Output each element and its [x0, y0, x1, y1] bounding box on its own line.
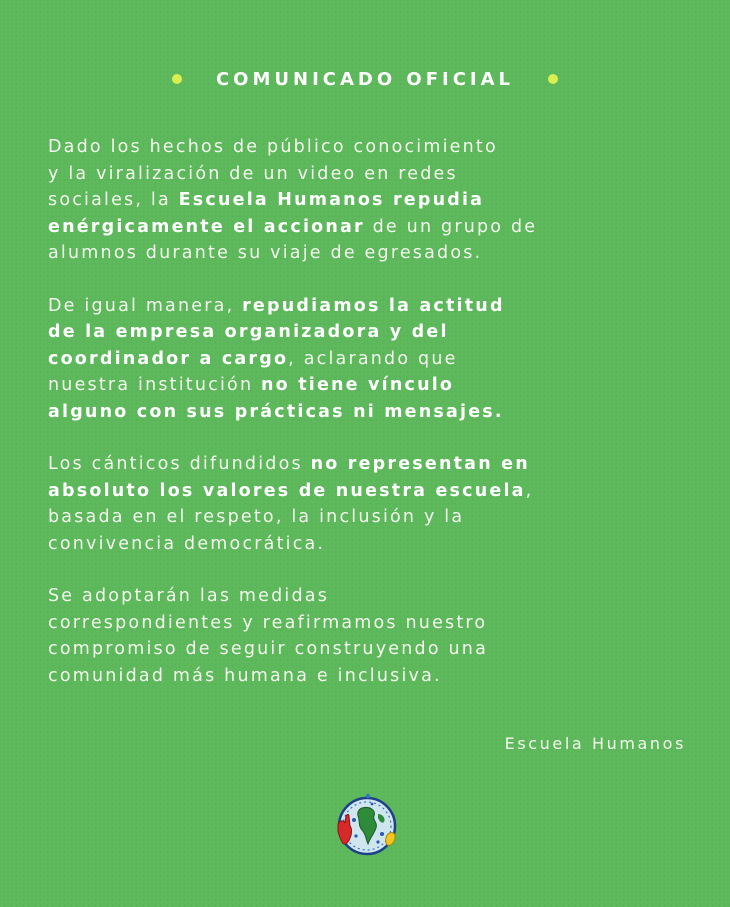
statement-body — [48, 134, 708, 715]
text-segment: Los cánticos difundidos — [48, 454, 311, 474]
text-segment: , — [525, 480, 534, 501]
bold-text-segment: coordinador a cargo — [48, 348, 289, 369]
signature: Escuela Humanos — [504, 734, 686, 753]
bold-text-segment: repudiamos la actitud — [242, 295, 505, 316]
bold-text-segment: Escuela Humanos repudia — [178, 190, 485, 210]
text-segment: De igual manera, — [48, 295, 243, 316]
statement-paragraph — [48, 134, 708, 267]
statement-paragraph — [48, 293, 708, 426]
bold-text-segment: de la empresa organizadora y del — [48, 322, 449, 342]
header — [0, 64, 730, 94]
bold-text-segment: no tiene vínculo — [261, 375, 455, 395]
statement-paragraph — [48, 583, 708, 689]
text-segment: correspondientes y reafirmamos nuestro — [48, 612, 488, 633]
text-segment: alumnos durante su viaje de egresados. — [48, 243, 483, 263]
bold-text-segment: no representan en — [310, 454, 530, 474]
statement-paragraph — [48, 451, 708, 557]
globe-hands-logo-icon — [332, 790, 402, 860]
text-segment: Dado los hechos de público conocimiento — [48, 137, 498, 157]
text-segment: , aclarando que — [288, 348, 458, 369]
bold-text-segment: alguno con sus prácticas ni mensajes. — [48, 401, 504, 422]
text-segment: de un grupo de — [364, 216, 538, 237]
text-segment: basada en el respeto, la inclusión y la — [48, 507, 465, 527]
text-segment: compromiso de seguir construyendo una — [48, 639, 489, 659]
text-segment: nuestra institución — [48, 375, 262, 395]
right-dot-icon — [548, 74, 558, 84]
bold-text-segment: enérgicamente el accionar — [48, 216, 365, 237]
page-title: COMUNICADO OFICIAL — [215, 68, 515, 90]
left-dot-icon — [172, 74, 182, 84]
bold-text-segment: absoluto los valores de nuestra escuela — [48, 480, 526, 501]
text-segment: sociales, la — [48, 190, 179, 210]
text-segment: Se adoptarán las medidas — [48, 586, 330, 606]
text-segment: convivencia democrática. — [48, 533, 326, 554]
text-segment: comunidad más humana e inclusiva. — [48, 665, 442, 686]
text-segment: y la viralización de un video en redes — [48, 163, 458, 184]
